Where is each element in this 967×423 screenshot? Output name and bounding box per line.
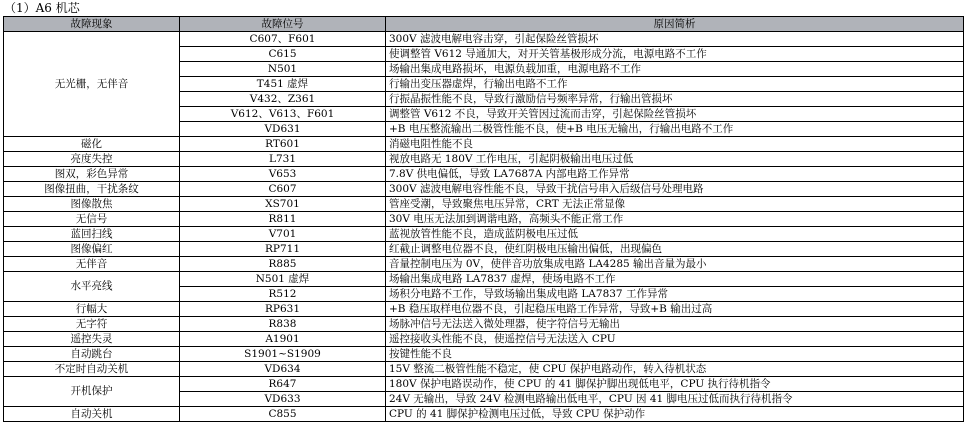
fault-position-cell: N501 虚焊 — [180, 272, 386, 287]
table-row — [4, 32, 964, 47]
table-row — [4, 197, 964, 212]
fault-reason-cell: 300V 滤波电解电容性能不良，导致干扰信号串入后级信号处理电路 — [386, 182, 964, 197]
fault-reason-cell: 使调整管 V612 导通加大，对开关管基极形成分流，电源电路不工作 — [386, 47, 964, 62]
table-row — [4, 137, 964, 152]
fault-position-cell: C855 — [180, 407, 386, 422]
fault-table — [3, 16, 964, 422]
fault-reason-cell: 行振晶振性能不良，导致行激励信号频率异常，行输出管损坏 — [386, 92, 964, 107]
table-row — [4, 227, 964, 242]
fault-phenomenon-cell: 无字符 — [4, 317, 180, 332]
fault-position-cell: RP711 — [180, 242, 386, 257]
fault-reason-cell: 24V 无输出，导致 24V 检测电路输出低电平，CPU 因 41 脚电压过低而执行待机指令 — [386, 392, 964, 407]
fault-phenomenon-cell: 图像扭曲，干扰条纹 — [4, 182, 180, 197]
fault-reason-cell: 调整管 V612 不良，导致开关管因过流而击穿，引起保险丝管损坏 — [386, 107, 964, 122]
header-phenomenon: 故障现象 — [4, 17, 180, 32]
fault-position-cell: L731 — [180, 152, 386, 167]
fault-position-cell: RT601 — [180, 137, 386, 152]
fault-position-cell: C615 — [180, 47, 386, 62]
table-row — [4, 317, 964, 332]
fault-reason-cell: 300V 滤波电解电容击穿，引起保险丝管损坏 — [386, 32, 964, 47]
page-title: （1）A6 机芯 — [4, 1, 80, 15]
header-position: 故障位号 — [180, 17, 386, 32]
fault-phenomenon-cell: 行幅大 — [4, 302, 180, 317]
fault-position-cell: V432、Z361 — [180, 92, 386, 107]
fault-phenomenon-cell: 开机保护 — [4, 377, 180, 407]
fault-phenomenon-cell: 图像散焦 — [4, 197, 180, 212]
fault-position-cell: S1901~S1909 — [180, 347, 386, 362]
fault-reason-cell: 管座受潮，导致聚焦电压异常，CRT 无法正常显像 — [386, 197, 964, 212]
fault-position-cell: V701 — [180, 227, 386, 242]
table-row — [4, 152, 964, 167]
fault-reason-cell: 30V 电压无法加到调谐电路，高频头不能正常工作 — [386, 212, 964, 227]
fault-reason-cell: 15V 整流二极管性能不稳定，使 CPU 保护电路动作，转入待机状态 — [386, 362, 964, 377]
fault-phenomenon-cell: 亮度失控 — [4, 152, 180, 167]
table-row — [4, 332, 964, 347]
table-row — [4, 407, 964, 422]
fault-phenomenon-cell: 自动跳台 — [4, 347, 180, 362]
table-row — [4, 272, 964, 287]
fault-reason-cell: +B 电压整流输出二极管性能不良，使+B 电压无输出，行输出电路不工作 — [386, 122, 964, 137]
table-row — [4, 347, 964, 362]
fault-position-cell: V653 — [180, 167, 386, 182]
fault-reason-cell: 场输出集成电路损坏，电源负载加重，电源电路不工作 — [386, 62, 964, 77]
fault-position-cell: VD631 — [180, 122, 386, 137]
fault-position-cell: R885 — [180, 257, 386, 272]
header-reason: 原因简析 — [386, 17, 964, 32]
fault-position-cell: R811 — [180, 212, 386, 227]
fault-reason-cell: 音量控制电压为 0V，使伴音功放集成电路 LA4285 输出音量为最小 — [386, 257, 964, 272]
fault-position-cell: VD633 — [180, 392, 386, 407]
fault-reason-cell: CPU 的 41 脚保护检测电压过低，导致 CPU 保护动作 — [386, 407, 964, 422]
fault-reason-cell: 场输出集成电路 LA7837 虚焊，使场电路不工作 — [386, 272, 964, 287]
fault-position-cell: RP631 — [180, 302, 386, 317]
fault-position-cell: V612、V613、F601 — [180, 107, 386, 122]
fault-phenomenon-cell: 蓝回扫线 — [4, 227, 180, 242]
fault-phenomenon-cell: 无伴音 — [4, 257, 180, 272]
fault-phenomenon-cell: 自动关机 — [4, 407, 180, 422]
fault-reason-cell: +B 稳压取样电位器不良，引起稳压电路工作异常，导致+B 输出过高 — [386, 302, 964, 317]
fault-position-cell: N501 — [180, 62, 386, 77]
fault-position-cell: VD634 — [180, 362, 386, 377]
fault-reason-cell: 场脉冲信号无法送入微处理器，使字符信号无输出 — [386, 317, 964, 332]
fault-reason-cell: 红截止调整电位器不良，使红阴极电压输出偏低，出现偏色 — [386, 242, 964, 257]
fault-position-cell: A1901 — [180, 332, 386, 347]
table-header-row — [4, 17, 964, 32]
table-row — [4, 377, 964, 392]
fault-reason-cell: 按键性能不良 — [386, 347, 964, 362]
table-row — [4, 212, 964, 227]
table-body — [4, 32, 964, 422]
fault-position-cell: R838 — [180, 317, 386, 332]
table-row — [4, 257, 964, 272]
fault-reason-cell: 视放电路无 180V 工作电压，引起阴极输出电压过低 — [386, 152, 964, 167]
fault-phenomenon-cell: 磁化 — [4, 137, 180, 152]
fault-position-cell: XS701 — [180, 197, 386, 212]
fault-position-cell: C607 — [180, 182, 386, 197]
table-row — [4, 182, 964, 197]
fault-phenomenon-cell: 图双，彩色异常 — [4, 167, 180, 182]
fault-reason-cell: 遥控接收头性能不良，使遥控信号无法送入 CPU — [386, 332, 964, 347]
fault-reason-cell: 蓝视放管性能不良，造成蓝阴极电压过低 — [386, 227, 964, 242]
fault-phenomenon-cell: 无信号 — [4, 212, 180, 227]
fault-reason-cell: 场积分电路不工作，导致场输出集成电路 LA7837 工作异常 — [386, 287, 964, 302]
fault-phenomenon-cell: 图像偏红 — [4, 242, 180, 257]
fault-position-cell: R647 — [180, 377, 386, 392]
table-row — [4, 302, 964, 317]
table-row — [4, 362, 964, 377]
fault-phenomenon-cell: 遥控失灵 — [4, 332, 180, 347]
fault-position-cell: C607、F601 — [180, 32, 386, 47]
table-row — [4, 167, 964, 182]
table-row — [4, 242, 964, 257]
fault-phenomenon-cell: 不定时自动关机 — [4, 362, 180, 377]
fault-phenomenon-cell: 无光栅，无伴音 — [4, 32, 180, 137]
fault-reason-cell: 行输出变压器虚焊，行输出电路不工作 — [386, 77, 964, 92]
fault-position-cell: R512 — [180, 287, 386, 302]
fault-position-cell: T451 虚焊 — [180, 77, 386, 92]
fault-reason-cell: 180V 保护电路误动作，使 CPU 的 41 脚保护脚出现低电平，CPU 执行待机指令 — [386, 377, 964, 392]
fault-phenomenon-cell: 水平亮线 — [4, 272, 180, 302]
fault-reason-cell: 消磁电阻性能不良 — [386, 137, 964, 152]
fault-reason-cell: 7.8V 供电偏低，导致 LA7687A 内部电路工作异常 — [386, 167, 964, 182]
